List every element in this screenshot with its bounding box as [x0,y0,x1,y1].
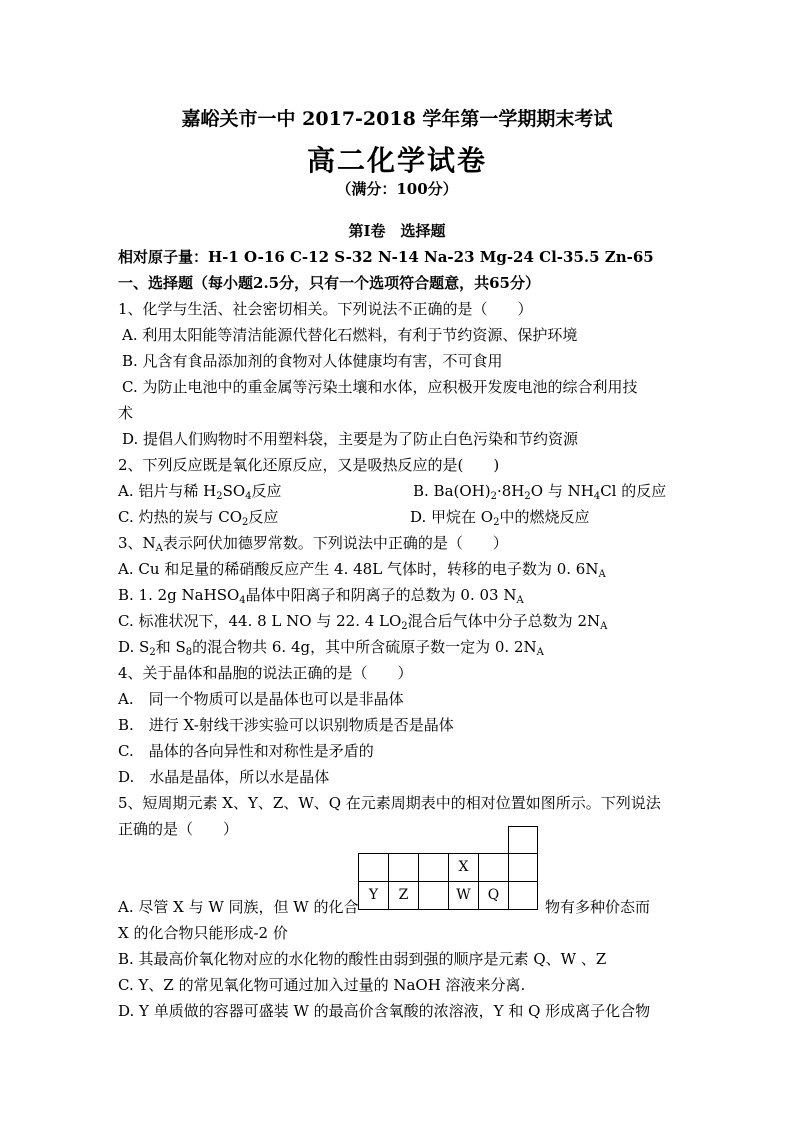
q5-stem: 5、短周期元素 X、Y、Z、W、Q 在元素周期表中的相对位置如图所示。下列说法 [118,794,661,812]
table-cell [388,853,419,882]
table-cell-x: X [448,853,479,882]
q4-stem: 4、关于晶体和晶胞的说法正确的是（ ） [118,664,413,682]
q5-option-a: A. 尽管 X 与 W 同族，但 W 的化合 物有多种价态而 [118,898,651,916]
q2-option-c: C. 灼热的炭与 $CO_2$反应 [118,508,279,528]
q4-option-d: D. 水晶是晶体，所以水是晶体 [118,768,330,786]
q2-row-ab [118,481,688,501]
q5-option-b: B. 其最高价氧化物对应的水化物的酸性由弱到强的顺序是元素 Q、W 、Z [118,950,607,968]
table-cell [508,853,538,882]
q2-option-b: B. $Ba(OH)_2\cdot 8H_2O$ 与 $NH_4Cl$ 的反应 [413,482,667,502]
table-cell-w: W [448,881,479,910]
table-cell [508,826,538,854]
q5-option-a-cont: X 的化合物只能形成-2 价 [118,924,288,942]
q5-option-d: D. Y 单质做的容器可盛装 W 的最高价含氧酸的浓溶液，Y 和 Q 形成离子化合物 [118,1002,651,1020]
table-cell-y: Y [358,881,389,910]
q3-option-a: A. Cu 和足量的稀硝酸反应产生 4. 48L 气体时，转移的电子数为 0. $6N_A$ [118,560,606,580]
exam-subtitle: 高二化学试卷 [306,144,487,177]
q2-option-d: D. 甲烷在 $O_2$中的燃烧反应 [410,508,590,528]
q4-option-b: B. 进行 X-射线干涉实验可以识别物质是否是晶体 [118,716,454,734]
q1-option-b: B. 凡含有食品添加剂的食物对人体健康均有害，不可食用 [122,352,503,370]
q1-option-c: C. 为防止电池中的重金属等污染土壤和水体，应积极开发废电池的综合利用技 [122,378,638,396]
q3-option-b: B. 1. 2g NaHSO$_4$晶体中阳离子和阴离子的总数为 0. 03 $N_A$ [118,586,524,606]
q5-stem-cont: 正确的是（ ） [118,820,239,838]
q3-option-c: C. 标准状况下，44. 8 L NO 与 22. 4 $LO_2$混合后气体中分子总数为 $2N_A$ [118,612,608,632]
q1-stem: 1、化学与生活、社会密切相关。下列说法不正确的是（ ） [118,300,533,318]
q1-option-d: D. 提倡人们购物时不用塑料袋，主要是为了防止白色污染和节约资源 [122,430,579,448]
table-cell [358,853,389,882]
exam-title: 嘉峪关市一中 2017-2018 学年第一学期期末考试 [181,108,613,130]
q2-stem: 2、下列反应既是氧化还原反应，又是吸热反应的是( ) [118,456,500,474]
full-score: （满分：100分） [336,180,458,198]
q2-option-a: A. 铝片与稀 $H_2SO_4$反应 [118,482,282,502]
table-cell-z: Z [388,881,419,910]
section-title: 第Ⅰ卷 选择题 [348,222,446,240]
atomic-masses: 相对原子量：H-1 O-16 C-12 S-32 N-14 Na-23 Mg-24 Cl-35.5 Zn-65 [118,248,654,266]
q5-option-c: C. Y、Z 的常见氧化物可通过加入过量的 NaOH 溶液来分离. [118,976,526,994]
table-cell [478,853,509,882]
q2-row-cd [118,507,688,527]
table-cell-q: Q [478,881,509,910]
q4-option-a: A. 同一个物质可以是晶体也可以是非晶体 [118,690,404,708]
q1-option-a: A. 利用太阳能等清洁能源代替化石燃料，有利于节约资源、保护环境 [122,326,578,344]
q3-stem: 3、$N_A$表示阿伏加德罗常数。下列说法中正确的是（ ） [118,534,508,554]
part1-heading: 一、选择题（每小题2.5分，只有一个选项符合题意，共65分） [118,274,540,292]
table-cell [418,853,449,882]
q1-option-c-cont: 术 [118,404,134,422]
q3-option-d: D. $S_2$和 $S_8$的混合物共 6. 4g，其中所含硫原子数一定为 0. $2N_A$ [118,638,544,658]
q4-option-c: C. 晶体的各向异性和对称性是矛盾的 [118,742,374,760]
